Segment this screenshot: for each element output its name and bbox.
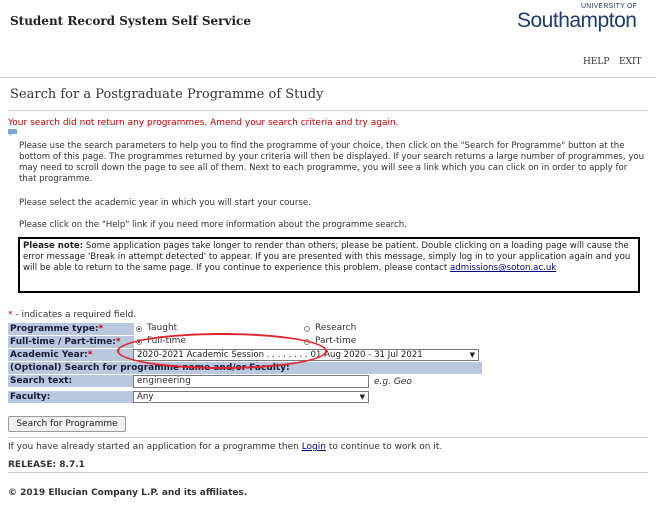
continue-line: If you have already started an application for a programme then Login to continue to work on it. <box>8 442 443 452</box>
copyright: © 2019 Ellucian Company L.P. and its affiliates. <box>8 488 248 498</box>
release-label: RELEASE: 8.7.1 <box>8 460 85 470</box>
exit-link[interactable]: EXIT <box>619 57 642 67</box>
faculty-label: Faculty: <box>8 391 134 403</box>
info-icon <box>8 129 17 136</box>
optional-search-heading: (Optional) Search for programme name and/or Faculty: <box>8 362 482 374</box>
faculty-select[interactable]: Any ▼ <box>133 391 369 403</box>
part-time-label: Part-time <box>315 336 357 346</box>
full-time-label: Full-time <box>147 336 186 346</box>
search-text-label: Search text: <box>8 375 134 387</box>
required-star: * <box>8 310 13 320</box>
header-divider <box>0 77 656 78</box>
taught-radio[interactable] <box>136 326 142 332</box>
instructions-paragraph: Please use the search parameters to help you to find the programme of your choice, then click on the "Search for Programme" button at the bottom of this page. The programmes returned by your criteria will then be displayed. If your search returns a large number of programmes, you may need to scroll down the page to see all of them. Next to each programme, you will see a link which you can click on in order to apply for that programme. <box>19 141 645 184</box>
note-text: Some application pages take longer to render than others; please be patient. Double clicking on a loading page will cause the error message 'Break in attempt detected' to appear. If you are presented with this message, simply log in to your application again and you will be able to return to the same page. If you continue to experience this problem, please contact <box>23 241 631 273</box>
search-example: e.g. Geo <box>374 377 412 387</box>
academic-year-select[interactable]: 2020-2021 Academic Session . . . . . . . . 01 Aug 2020 - 31 Jul 2021 ▼ <box>133 349 479 361</box>
help-instruction: Please click on the "Help" link if you need more information about the programme search. <box>19 220 407 230</box>
academic-year-instruction: Please select the academic year in which you will start your course. <box>19 198 311 208</box>
research-label: Research <box>315 323 357 333</box>
app-title: Student Record System Self Service <box>10 14 251 28</box>
search-text-input[interactable]: engineering <box>133 375 369 388</box>
university-logo: Southampton <box>517 9 637 32</box>
admissions-email-link[interactable]: admissions@soton.ac.uk <box>450 263 557 273</box>
search-for-programme-button[interactable]: Search for Programme <box>8 416 126 432</box>
chevron-down-icon: ▼ <box>359 393 365 401</box>
note-heading: Please note: <box>23 241 84 251</box>
login-link[interactable]: Login <box>301 442 326 452</box>
error-message: Your search did not return any programmes. Amend your search criteria and try again. <box>8 118 399 128</box>
chevron-down-icon: ▼ <box>469 351 475 359</box>
footer-divider <box>8 472 648 473</box>
title-divider <box>8 110 648 111</box>
taught-label: Taught <box>147 323 178 333</box>
research-radio[interactable] <box>304 326 310 332</box>
page-title: Search for a Postgraduate Programme of Study <box>10 87 324 102</box>
please-note-box <box>18 237 640 293</box>
required-field-note: * - indicates a required field. <box>8 310 137 320</box>
academic-year-label: Academic Year:* <box>8 349 134 361</box>
help-link[interactable]: HELP <box>583 57 610 67</box>
university-logo-caption: UNIVERSITY OF <box>581 3 638 10</box>
form-divider <box>8 437 648 438</box>
programme-type-label: Programme type:* <box>8 323 134 335</box>
study-mode-label: Full-time / Part-time:* <box>8 336 134 348</box>
highlight-oval <box>117 333 327 369</box>
